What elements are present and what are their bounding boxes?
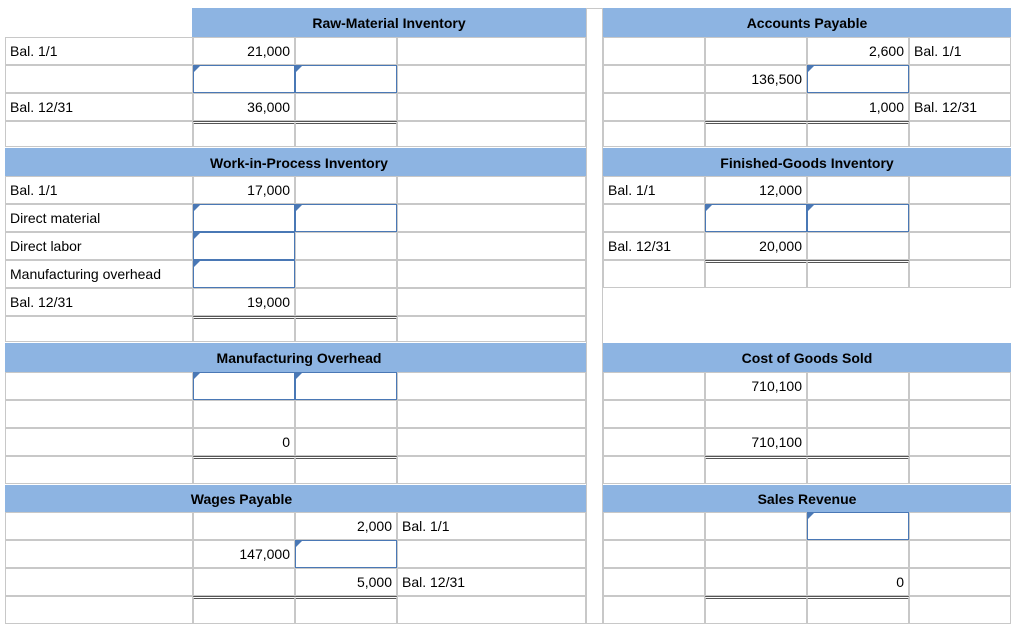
- mo-row1-right: [397, 372, 586, 400]
- wip-spacer: [5, 316, 193, 342]
- fgi-spacer-right: [909, 260, 1011, 288]
- wip-row3-label: Direct labor: [5, 232, 193, 260]
- cogs-row1-debit: 710,100: [705, 372, 807, 400]
- wp-row2-credit-input[interactable]: [295, 540, 397, 568]
- mo-total-credit: [295, 456, 397, 484]
- sr-row2-credit: [807, 540, 909, 568]
- wp-spacer: [5, 596, 193, 624]
- cogs-total-credit: [807, 456, 909, 484]
- mo-row1-credit-input[interactable]: [295, 372, 397, 400]
- mo-spacer: [5, 456, 193, 484]
- sr-row1-right: [909, 512, 1011, 540]
- wip-row1-right: [397, 176, 586, 204]
- rmi-row2-right-label: [397, 65, 586, 93]
- wp-row2-label: [5, 540, 193, 568]
- fgi-row3-right: [909, 232, 1011, 260]
- column-separator: [586, 8, 603, 624]
- fgi-row3-debit: 20,000: [705, 232, 807, 260]
- sr-row3-right: [909, 568, 1011, 596]
- mo-row1-label: [5, 372, 193, 400]
- sr-spacer-right: [909, 596, 1011, 624]
- cogs-row2-debit: [705, 400, 807, 428]
- mo-row2-label: [5, 400, 193, 428]
- fgi-row3-label: Bal. 12/31: [603, 232, 705, 260]
- ap-row3-right-label: Bal. 12/31: [909, 93, 1011, 121]
- cost-of-goods-sold-title: Cost of Goods Sold: [603, 343, 1011, 372]
- wip-row4-right: [397, 260, 586, 288]
- cogs-row2-credit: [807, 400, 909, 428]
- wip-row1-credit: [295, 176, 397, 204]
- ap-total-credit: [807, 121, 909, 147]
- rmi-row1-right-label: [397, 37, 586, 65]
- wip-row4-label: Manufacturing overhead: [5, 260, 193, 288]
- ap-row2-left: [603, 65, 705, 93]
- wp-row2-right: [397, 540, 586, 568]
- sr-row2-debit: [705, 540, 807, 568]
- wip-direct-labor-input[interactable]: [193, 232, 295, 260]
- ap-row1-left: [603, 37, 705, 65]
- fgi-total-credit: [807, 260, 909, 288]
- fgi-row1-credit: [807, 176, 909, 204]
- mo-row3-right: [397, 428, 586, 456]
- work-in-process-inventory-title: [5, 148, 586, 176]
- wp-row1-right-label: Bal. 1/1: [397, 512, 586, 540]
- mo-row1-debit-input[interactable]: [193, 372, 295, 400]
- wip-row2-label: Direct material: [5, 204, 193, 232]
- fgi-spacer: [603, 260, 705, 288]
- wip-total-credit: [295, 316, 397, 342]
- cogs-row1-credit: [807, 372, 909, 400]
- accounts-payable-title: Accounts Payable: [603, 8, 1011, 37]
- cogs-spacer: [603, 456, 705, 484]
- fgi-row2-credit-input[interactable]: [807, 204, 909, 232]
- sr-spacer: [603, 596, 705, 624]
- wp-total-credit: [295, 596, 397, 624]
- sr-row1-debit: [705, 512, 807, 540]
- wip-row2-credit-input[interactable]: [295, 204, 397, 232]
- mo-row2-debit: [193, 400, 295, 428]
- wip-total-debit: [193, 316, 295, 342]
- manufacturing-overhead-title: [5, 343, 586, 372]
- cogs-row3-right: [909, 428, 1011, 456]
- wip-row4-credit: [295, 260, 397, 288]
- fgi-row3-credit: [807, 232, 909, 260]
- wp-row3-debit: [193, 568, 295, 596]
- wip-manufacturing-overhead-input[interactable]: [193, 260, 295, 288]
- mo-total-debit: [193, 456, 295, 484]
- mo-row3-label: [5, 428, 193, 456]
- wip-row5-debit: 19,000: [193, 288, 295, 316]
- sr-row3-credit: 0: [807, 568, 909, 596]
- fgi-row2-debit-input[interactable]: [705, 204, 807, 232]
- wip-row2-right: [397, 204, 586, 232]
- fgi-row1-debit: 12,000: [705, 176, 807, 204]
- wp-row1-label: [5, 512, 193, 540]
- sales-revenue-title: Sales Revenue: [603, 485, 1011, 512]
- rmi-row3-label: Bal. 12/31: [5, 93, 193, 121]
- rmi-row1-debit: 21,000: [193, 37, 295, 65]
- ap-row2-debit: 136,500: [705, 65, 807, 93]
- ap-row3-debit: [705, 93, 807, 121]
- wip-row3-right: [397, 232, 586, 260]
- fgi-total-debit: [705, 260, 807, 288]
- wp-total-debit: [193, 596, 295, 624]
- wip-row5-label: Bal. 12/31: [5, 288, 193, 316]
- ap-row1-credit: 2,600: [807, 37, 909, 65]
- wip-row1-label: Bal. 1/1: [5, 176, 193, 204]
- ap-total-debit: [705, 121, 807, 147]
- rmi-row1-credit: [295, 37, 397, 65]
- sr-total-credit: [807, 596, 909, 624]
- sr-total-debit: [705, 596, 807, 624]
- rmi-row3-debit: 36,000: [193, 93, 295, 121]
- rmi-row2-label: [5, 65, 193, 93]
- cogs-total-debit: [705, 456, 807, 484]
- wip-spacer-right: [397, 316, 586, 342]
- ap-row3-left: [603, 93, 705, 121]
- mo-spacer-right: [397, 456, 586, 484]
- wip-row1-debit: 17,000: [193, 176, 295, 204]
- rmi-total-debit: [193, 121, 295, 147]
- sr-row1-credit-input[interactable]: [807, 512, 909, 540]
- fgi-row2-right: [909, 204, 1011, 232]
- ap-row1-debit: [705, 37, 807, 65]
- ap-spacer-right: [909, 121, 1011, 147]
- mo-row3-debit: 0: [193, 428, 295, 456]
- sr-row3-debit: [705, 568, 807, 596]
- wip-row5-credit: [295, 288, 397, 316]
- cogs-spacer-right: [909, 456, 1011, 484]
- rmi-spacer: [5, 121, 193, 147]
- ap-row2-credit-input[interactable]: [807, 65, 909, 93]
- ap-row2-right-label: [909, 65, 1011, 93]
- wip-title-text: Work-in-Process Inventory: [210, 155, 388, 171]
- wp-row2-debit: 147,000: [193, 540, 295, 568]
- wip-direct-material-input[interactable]: [193, 204, 295, 232]
- ap-spacer: [603, 121, 705, 147]
- fgi-row2-label: [603, 204, 705, 232]
- rmi-total-credit: [295, 121, 397, 147]
- cogs-row3-label: [603, 428, 705, 456]
- rmi-row2-debit-input[interactable]: [193, 65, 295, 93]
- cogs-row2-label: [603, 400, 705, 428]
- mo-title-text: Manufacturing Overhead: [216, 350, 382, 366]
- cogs-row1-label: [603, 372, 705, 400]
- wp-row3-right-label: Bal. 12/31: [397, 568, 586, 596]
- wp-row1-credit: 2,000: [295, 512, 397, 540]
- wip-row3-credit: [295, 232, 397, 260]
- finished-goods-inventory-title: Finished-Goods Inventory: [603, 148, 1011, 176]
- fgi-row1-label: Bal. 1/1: [603, 176, 705, 204]
- mo-row2-right: [397, 400, 586, 428]
- wp-row3-credit: 5,000: [295, 568, 397, 596]
- rmi-row2-credit-input[interactable]: [295, 65, 397, 93]
- wp-row3-label: [5, 568, 193, 596]
- ap-row3-credit: 1,000: [807, 93, 909, 121]
- cogs-row3-credit: [807, 428, 909, 456]
- cogs-row2-right: [909, 400, 1011, 428]
- sr-row3-label: [603, 568, 705, 596]
- ap-row1-right-label: Bal. 1/1: [909, 37, 1011, 65]
- rmi-row1-label: Bal. 1/1: [5, 37, 193, 65]
- cogs-row3-debit: 710,100: [705, 428, 807, 456]
- fgi-row1-right: [909, 176, 1011, 204]
- sr-row2-label: [603, 540, 705, 568]
- rmi-row3-right-label: [397, 93, 586, 121]
- wp-title-text: Wages Payable: [190, 491, 293, 507]
- mo-row3-credit: [295, 428, 397, 456]
- wp-spacer-right: [397, 596, 586, 624]
- rmi-row3-credit: [295, 93, 397, 121]
- cogs-row1-right: [909, 372, 1011, 400]
- mo-row2-credit: [295, 400, 397, 428]
- sr-row1-label: [603, 512, 705, 540]
- wp-row1-debit: [193, 512, 295, 540]
- wages-payable-title: [5, 485, 586, 512]
- rmi-spacer-right: [397, 121, 586, 147]
- raw-material-inventory-title: Raw-Material Inventory: [192, 8, 586, 37]
- wip-row5-right: [397, 288, 586, 316]
- sr-row2-right: [909, 540, 1011, 568]
